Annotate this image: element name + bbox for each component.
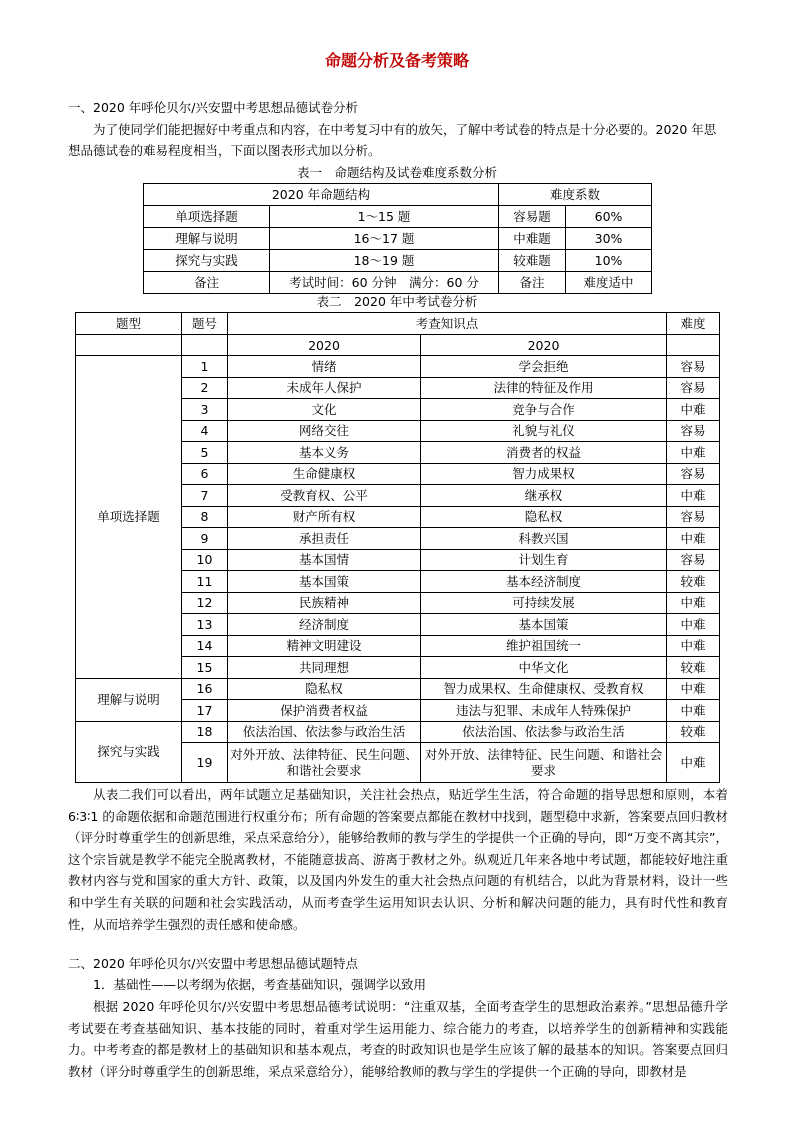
- table2-cell: 11: [182, 571, 228, 593]
- table1-header-structure: 2020 年命题结构: [144, 184, 499, 206]
- table1-cell: 中难题: [499, 228, 566, 250]
- table1-cell: 18～19 题: [270, 250, 499, 272]
- table2-cell: 中难: [667, 528, 720, 550]
- table2-cell: 中难: [667, 743, 720, 783]
- table1-cell: 30%: [566, 228, 652, 250]
- section1-intro-line1: 为了使同学们能把握好中考重点和内容，在中考复习中有的放矢，了解中考试卷的特点是十分必要的。2020 年思: [93, 122, 717, 137]
- table2-cell: 容易: [667, 549, 720, 571]
- table1-cell: 60%: [566, 206, 652, 228]
- table2-year-b: 2020: [421, 335, 667, 356]
- table2-cell: 2: [182, 377, 228, 399]
- table2-cell: 3: [182, 399, 228, 421]
- table2-cell: 基本义务: [228, 442, 421, 464]
- table2-cell: 民族精神: [228, 592, 421, 614]
- section2-point1: 1．基础性——以考纲为依据，考查基础知识，强调学以致用: [93, 977, 426, 992]
- table2-cell: 容易: [667, 377, 720, 399]
- document-title: 命题分析及备考策略: [324, 51, 469, 70]
- table2-cell: 承担责任: [228, 528, 421, 550]
- table2-cell: 对外开放、法律特征、民生问题、和谐社会要求: [228, 743, 421, 783]
- table2-cell: 竞争与合作: [421, 399, 667, 421]
- table2-cell: 计划生育: [421, 549, 667, 571]
- table1-cell: 较难题: [499, 250, 566, 272]
- table2-cell: 6: [182, 463, 228, 485]
- table2-cell: 中华文化: [421, 657, 667, 679]
- table1-note-text: 考试时间：60 分钟 满分：60 分: [270, 272, 499, 294]
- table2-group-understand: 理解与说明: [76, 678, 182, 721]
- table2-cell: 容易: [667, 420, 720, 442]
- table2-cell: 容易: [667, 506, 720, 528]
- table2-cell: 8: [182, 506, 228, 528]
- table2-cell: 网络交往: [228, 420, 421, 442]
- table2-group-explore: 探究与实践: [76, 721, 182, 783]
- table2-cell: 较难: [667, 721, 720, 743]
- table1-header-difficulty: 难度系数: [499, 184, 652, 206]
- table2-cell: 法律的特征及作用: [421, 377, 667, 399]
- table2-cell: 较难: [667, 657, 720, 679]
- table2-header-knowledge: 考查知识点: [228, 313, 667, 335]
- table2-cell: 13: [182, 614, 228, 636]
- table2-cell: 保护消费者权益: [228, 700, 421, 722]
- table2-cell: 18: [182, 721, 228, 743]
- table1-note-label2: 备注: [499, 272, 566, 294]
- table2-cell: 1: [182, 356, 228, 378]
- table2-cell: 财产所有权: [228, 506, 421, 528]
- table2-cell: 中难: [667, 592, 720, 614]
- table2-cell: 基本经济制度: [421, 571, 667, 593]
- table2-cell: 5: [182, 442, 228, 464]
- table2-cell: 文化: [228, 399, 421, 421]
- table2-cell: 基本国策: [421, 614, 667, 636]
- table2-cell: 中难: [667, 635, 720, 657]
- table2-cell: 维护祖国统一: [421, 635, 667, 657]
- table2-cell: 7: [182, 485, 228, 507]
- table2-cell: 17: [182, 700, 228, 722]
- table2-cell: 19: [182, 743, 228, 783]
- table2-cell: 中难: [667, 614, 720, 636]
- table2-header-difficulty: 难度: [667, 313, 720, 335]
- table2-cell: 10: [182, 549, 228, 571]
- table1-cell: 单项选择题: [144, 206, 270, 228]
- table2-cell: 对外开放、法律特征、民生问题、和谐社会要求: [421, 743, 667, 783]
- table2-cell: 基本国情: [228, 549, 421, 571]
- table1-cell: 探究与实践: [144, 250, 270, 272]
- table2-header-type: 题型: [76, 313, 182, 335]
- table2-cell: 12: [182, 592, 228, 614]
- table2-cell: 礼貌与礼仪: [421, 420, 667, 442]
- table2-cell: 4: [182, 420, 228, 442]
- section1-intro-line2: 想品德试卷的难易程度相当，下面以图表形式加以分析。: [68, 143, 381, 158]
- table1-note-label: 备注: [144, 272, 270, 294]
- section1-heading: 一、2020 年呼伦贝尔/兴安盟中考思想品德试卷分析: [68, 100, 358, 115]
- table1: [143, 183, 652, 294]
- table2-cell: 较难: [667, 571, 720, 593]
- table2-cell: 依法治国、依法参与政治生活: [421, 721, 667, 743]
- section2-paragraph: 根据 2020 年呼伦贝尔/兴安盟中考思想品德考试说明：“注重双基，全面考查学生的思想政治素养。”思想品德升学考试要在考查基础知识、基本技能的同时，着重对学生运用能力、综合能力的考查，以培养学生的创新精神和实践能力。中考考查的都是教材上的基础知识和基本观点，考查的时政知识也是学生应该了解的最基本的知识。答案要点回归教材（评分时尊重学生的创新思维，采点采意给分），能够给教师的教与学生的学提供一个正确的导向，即教材是: [68, 999, 728, 1079]
- table1-caption: 表一 命题结构及试卷难度系数分析: [296, 165, 497, 180]
- table2-cell: 精神文明建设: [228, 635, 421, 657]
- table2-cell: 14: [182, 635, 228, 657]
- table2-cell: 基本国策: [228, 571, 421, 593]
- table2-cell: 消费者的权益: [421, 442, 667, 464]
- table2-cell: 15: [182, 657, 228, 679]
- table2-cell: 中难: [667, 678, 720, 700]
- table1-cell: 1～15 题: [270, 206, 499, 228]
- table2-cell: 未成年人保护: [228, 377, 421, 399]
- table2-cell: 受教育权、公平: [228, 485, 421, 507]
- table2-cell: 中难: [667, 700, 720, 722]
- table2-cell: 隐私权: [228, 678, 421, 700]
- table2-cell: 学会拒绝: [421, 356, 667, 378]
- table2-cell: 可持续发展: [421, 592, 667, 614]
- table2-cell: 中难: [667, 399, 720, 421]
- table2-cell: 智力成果权: [421, 463, 667, 485]
- section2-heading: 二、2020 年呼伦贝尔/兴安盟中考思想品德试题特点: [68, 956, 358, 971]
- table2-cell: 继承权: [421, 485, 667, 507]
- table2-cell: 智力成果权、生命健康权、受教育权: [421, 678, 667, 700]
- table2-cell: 容易: [667, 463, 720, 485]
- table1-cell: 16～17 题: [270, 228, 499, 250]
- table2-cell: 科教兴国: [421, 528, 667, 550]
- table2-caption: 表二 2020 年中考试卷分析: [316, 294, 478, 309]
- table2-header-number: 题号: [182, 313, 228, 335]
- table2-cell: 容易: [667, 356, 720, 378]
- table2: [75, 312, 720, 783]
- table2-cell: 共同理想: [228, 657, 421, 679]
- table2-cell: 经济制度: [228, 614, 421, 636]
- table2-cell: 中难: [667, 442, 720, 464]
- table2-cell: 16: [182, 678, 228, 700]
- table1-cell: 容易题: [499, 206, 566, 228]
- table2-group-single: 单项选择题: [76, 356, 182, 679]
- table1-cell: 10%: [566, 250, 652, 272]
- table2-cell: 依法治国、依法参与政治生活: [228, 721, 421, 743]
- table2-cell: 情绪: [228, 356, 421, 378]
- table2-cell: 生命健康权: [228, 463, 421, 485]
- table1-cell: 理解与说明: [144, 228, 270, 250]
- table2-cell: 9: [182, 528, 228, 550]
- table1-note-text2: 难度适中: [566, 272, 652, 294]
- table2-year-a: 2020: [228, 335, 421, 356]
- table2-cell: 违法与犯罪、未成年人特殊保护: [421, 700, 667, 722]
- table2-cell: 中难: [667, 485, 720, 507]
- analysis-paragraph: 从表二我们可以看出，两年试题立足基础知识，关注社会热点，贴近学生生活，符合命题的指导思想和原则，本着 6∶3∶1 的命题依据和命题范围进行权重分布；所有命题的答案要点都能在教材中找到，题型稳中求新，答案要点回归教材（评分时尊重学生的创新思维，采点采意给分），能够给教师的教与学生的学提供一个正确的导向，即“万变不离其宗”，这个宗旨就是教学不能完全脱离教材，不能随意拔高、游离于教材之外。纵观近几年来各地中考试题，都能较好地注重教材内容与党和国家的重大方针、政策，以及国内外发生的重大社会热点问题的有机结合，以此为背景材料，设计一些和中学生有关联的问题和社会实践活动，从而考查学生运用知识去认识、分析和解决问题的能力，具有时代性和教育性，从而培养学生强烈的责任感和使命感。: [68, 787, 728, 932]
- table2-cell: 隐私权: [421, 506, 667, 528]
